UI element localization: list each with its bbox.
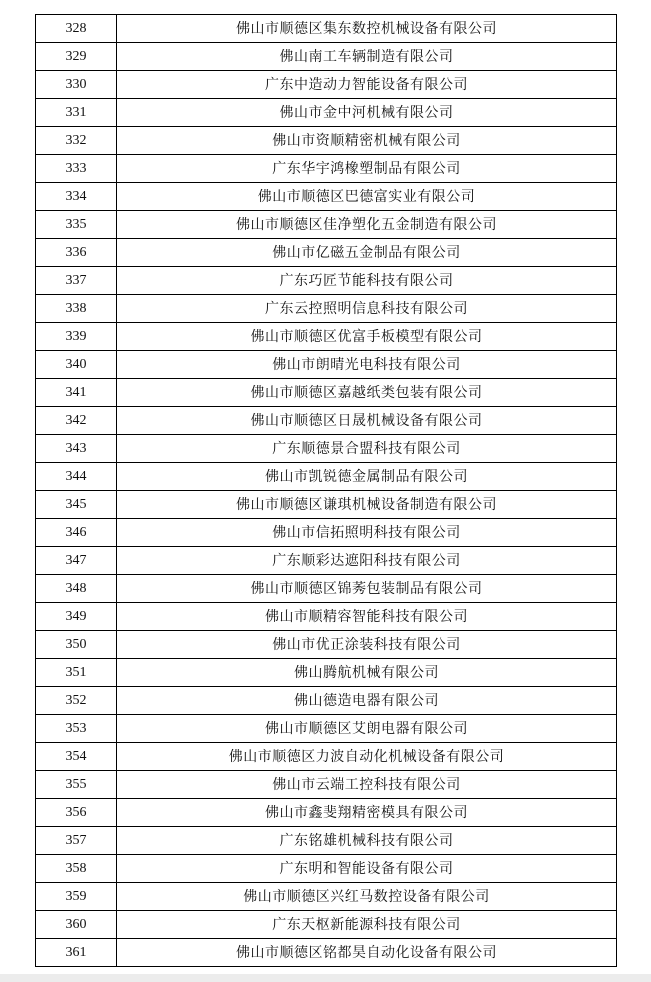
- company-name-cell: 广东华宇鸿橡塑制品有限公司: [117, 155, 617, 183]
- company-name-cell: 广东明和智能设备有限公司: [117, 855, 617, 883]
- table-row: [36, 771, 617, 799]
- table-row: [36, 855, 617, 883]
- company-name-cell: 佛山市亿磁五金制品有限公司: [117, 239, 617, 267]
- company-name-cell: 佛山市鑫斐翔精密模具有限公司: [117, 799, 617, 827]
- company-name-cell: 广东巧匠节能科技有限公司: [117, 267, 617, 295]
- company-name-cell: 佛山南工车辆制造有限公司: [117, 43, 617, 71]
- row-number-cell: 353: [36, 715, 117, 743]
- table-row: [36, 659, 617, 687]
- row-number-cell: 358: [36, 855, 117, 883]
- row-number-cell: 359: [36, 883, 117, 911]
- company-name-cell: 广东顺彩达遮阳科技有限公司: [117, 547, 617, 575]
- company-name-cell: 佛山市顺德区铭都昊自动化设备有限公司: [117, 939, 617, 967]
- company-name-cell: 佛山市顺德区谦琪机械设备制造有限公司: [117, 491, 617, 519]
- row-number-cell: 357: [36, 827, 117, 855]
- table-row: [36, 463, 617, 491]
- table-row: [36, 491, 617, 519]
- company-name-cell: 佛山市顺德区锦莠包装制品有限公司: [117, 575, 617, 603]
- table-row: [36, 883, 617, 911]
- table-row: [36, 799, 617, 827]
- table-row: [36, 351, 617, 379]
- row-number-cell: 361: [36, 939, 117, 967]
- company-name-cell: 佛山市顺德区集东数控机械设备有限公司: [117, 15, 617, 43]
- company-list-body: [36, 15, 617, 967]
- table-row: [36, 127, 617, 155]
- company-list-table: [35, 14, 617, 967]
- row-number-cell: 330: [36, 71, 117, 99]
- company-name-cell: 佛山市优正涂装科技有限公司: [117, 631, 617, 659]
- table-row: [36, 743, 617, 771]
- company-name-cell: 佛山市顺德区兴红马数控设备有限公司: [117, 883, 617, 911]
- table-row: [36, 911, 617, 939]
- row-number-cell: 328: [36, 15, 117, 43]
- row-number-cell: 355: [36, 771, 117, 799]
- row-number-cell: 347: [36, 547, 117, 575]
- table-row: [36, 939, 617, 967]
- company-name-cell: 广东天枢新能源科技有限公司: [117, 911, 617, 939]
- row-number-cell: 345: [36, 491, 117, 519]
- row-number-cell: 335: [36, 211, 117, 239]
- row-number-cell: 340: [36, 351, 117, 379]
- table-row: [36, 435, 617, 463]
- table-row: [36, 631, 617, 659]
- company-name-cell: 广东中造动力智能设备有限公司: [117, 71, 617, 99]
- company-name-cell: 佛山市凯锐德金属制品有限公司: [117, 463, 617, 491]
- row-number-cell: 346: [36, 519, 117, 547]
- row-number-cell: 342: [36, 407, 117, 435]
- company-name-cell: 广东云控照明信息科技有限公司: [117, 295, 617, 323]
- row-number-cell: 351: [36, 659, 117, 687]
- table-row: [36, 379, 617, 407]
- table-row: [36, 15, 617, 43]
- row-number-cell: 348: [36, 575, 117, 603]
- row-number-cell: 334: [36, 183, 117, 211]
- row-number-cell: 332: [36, 127, 117, 155]
- row-number-cell: 360: [36, 911, 117, 939]
- table-row: [36, 183, 617, 211]
- company-name-cell: 佛山市资顺精密机械有限公司: [117, 127, 617, 155]
- company-name-cell: 佛山市云端工控科技有限公司: [117, 771, 617, 799]
- table-row: [36, 71, 617, 99]
- company-name-cell: 佛山德造电器有限公司: [117, 687, 617, 715]
- row-number-cell: 343: [36, 435, 117, 463]
- table-row: [36, 211, 617, 239]
- table-row: [36, 239, 617, 267]
- table-row: [36, 323, 617, 351]
- row-number-cell: 336: [36, 239, 117, 267]
- row-number-cell: 350: [36, 631, 117, 659]
- table-row: [36, 407, 617, 435]
- company-name-cell: 佛山市顺德区优富手板模型有限公司: [117, 323, 617, 351]
- row-number-cell: 354: [36, 743, 117, 771]
- table-row: [36, 99, 617, 127]
- table-row: [36, 155, 617, 183]
- row-number-cell: 352: [36, 687, 117, 715]
- company-name-cell: 佛山腾航机械有限公司: [117, 659, 617, 687]
- row-number-cell: 339: [36, 323, 117, 351]
- table-row: [36, 687, 617, 715]
- table-row: [36, 827, 617, 855]
- row-number-cell: 356: [36, 799, 117, 827]
- company-name-cell: 佛山市顺德区艾朗电器有限公司: [117, 715, 617, 743]
- company-name-cell: 佛山市顺德区佳净塑化五金制造有限公司: [117, 211, 617, 239]
- table-row: [36, 547, 617, 575]
- company-name-cell: 佛山市顺德区嘉越纸类包装有限公司: [117, 379, 617, 407]
- row-number-cell: 341: [36, 379, 117, 407]
- table-row: [36, 519, 617, 547]
- table-row: [36, 43, 617, 71]
- company-name-cell: 佛山市顺德区巴德富实业有限公司: [117, 183, 617, 211]
- company-name-cell: 佛山市顺德区力波自动化机械设备有限公司: [117, 743, 617, 771]
- table-row: [36, 575, 617, 603]
- page-bottom-edge: [0, 974, 651, 982]
- company-name-cell: 佛山市朗晴光电科技有限公司: [117, 351, 617, 379]
- company-name-cell: 广东顺德景合盟科技有限公司: [117, 435, 617, 463]
- company-name-cell: 佛山市金中河机械有限公司: [117, 99, 617, 127]
- company-name-cell: 广东铭雄机械科技有限公司: [117, 827, 617, 855]
- row-number-cell: 329: [36, 43, 117, 71]
- company-name-cell: 佛山市顺精容智能科技有限公司: [117, 603, 617, 631]
- table-row: [36, 715, 617, 743]
- table-row: [36, 267, 617, 295]
- row-number-cell: 349: [36, 603, 117, 631]
- company-name-cell: 佛山市顺德区日晟机械设备有限公司: [117, 407, 617, 435]
- table-row: [36, 603, 617, 631]
- row-number-cell: 344: [36, 463, 117, 491]
- company-name-cell: 佛山市信拓照明科技有限公司: [117, 519, 617, 547]
- row-number-cell: 331: [36, 99, 117, 127]
- row-number-cell: 333: [36, 155, 117, 183]
- row-number-cell: 337: [36, 267, 117, 295]
- table-row: [36, 295, 617, 323]
- row-number-cell: 338: [36, 295, 117, 323]
